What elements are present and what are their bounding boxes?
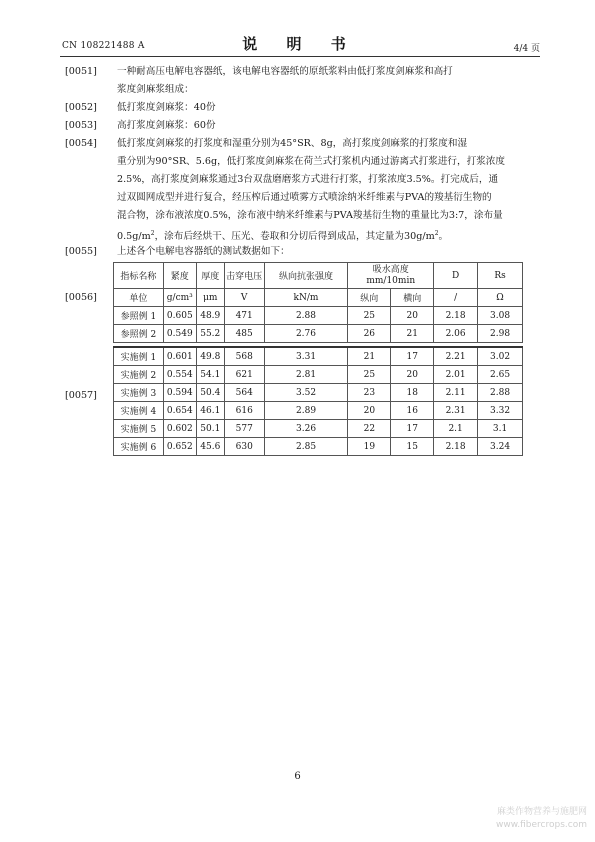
- table-cell: 23: [348, 384, 391, 402]
- paragraph-number: [0055]: [65, 246, 97, 257]
- table-cell: 2.85: [264, 438, 348, 456]
- page-reference: 4/4 页: [513, 44, 540, 54]
- unit-cell: μm: [196, 289, 224, 307]
- table-cell: 577: [224, 420, 264, 438]
- table-cell: 2.98: [478, 325, 523, 343]
- table-cell: 2.76: [264, 325, 348, 343]
- table-cell: 568: [224, 347, 264, 366]
- table-cell: 20: [391, 366, 434, 384]
- table-cell: 0.601: [163, 347, 196, 366]
- table-cell: 0.554: [163, 366, 196, 384]
- paragraph-0055: [65, 243, 535, 261]
- test-data-table-reference: [113, 262, 523, 343]
- table-cell: 49.8: [196, 347, 224, 366]
- table-cell: 15: [391, 438, 434, 456]
- table-row: [114, 384, 523, 402]
- table-cell: 50.4: [196, 384, 224, 402]
- table-cell: 2.06: [434, 325, 478, 343]
- paragraph-line: 一种耐高压电解电容器纸，该电解电容器纸的原纸浆料由低打浆度剑麻浆和高打: [117, 66, 453, 77]
- table-cell: 2.1: [434, 420, 478, 438]
- header-cell: 纵向抗张强度: [264, 263, 348, 289]
- table-row: [114, 325, 523, 343]
- table-cell: 50.1: [196, 420, 224, 438]
- table-row: [114, 420, 523, 438]
- table-cell: 21: [391, 325, 434, 343]
- table-cell: 2.11: [434, 384, 478, 402]
- table-cell: 实施例 6: [114, 438, 164, 456]
- table-cell: 3.08: [478, 307, 523, 325]
- text-run: ，涂布后经烘干、压光、卷取和分切后得到成品，其定量为30g/m: [154, 231, 435, 243]
- table-cell: 实施例 3: [114, 384, 164, 402]
- unit-cell: g/cm³: [163, 289, 196, 307]
- table-cell: 630: [224, 438, 264, 456]
- table-cell: 3.52: [264, 384, 348, 402]
- table-cell: 485: [224, 325, 264, 343]
- table-cell: 46.1: [196, 402, 224, 420]
- table-cell: 2.01: [434, 366, 478, 384]
- table-cell: 0.652: [163, 438, 196, 456]
- table-cell: 实施例 5: [114, 420, 164, 438]
- table-cell: 17: [391, 347, 434, 366]
- paragraph-line: 2.5%，高打浆度剑麻浆通过3台双盘磨磨浆方式进行打浆，打浆浓度3.5%。打完成后，通: [117, 174, 499, 185]
- paragraph-text: 上述各个电解电容器纸的测试数据如下：: [117, 246, 290, 257]
- header-cell: 厚度: [196, 263, 224, 289]
- test-data-table-examples: [113, 346, 523, 456]
- table-cell: 45.6: [196, 438, 224, 456]
- unit-cell: 横向: [391, 289, 434, 307]
- table-cell: 48.9: [196, 307, 224, 325]
- table-cell: 25: [348, 307, 391, 325]
- document-title: 说 明 书: [242, 35, 358, 53]
- table-cell: 0.654: [163, 402, 196, 420]
- table-row: [114, 307, 523, 325]
- table-cell: 17: [391, 420, 434, 438]
- watermark: [496, 806, 587, 832]
- table-cell: 2.21: [434, 347, 478, 366]
- unit-cell: V: [224, 289, 264, 307]
- table-cell: 25: [348, 366, 391, 384]
- table-cell: 实施例 2: [114, 366, 164, 384]
- table-cell: 3.1: [478, 420, 523, 438]
- unit-cell: /: [434, 289, 478, 307]
- header-cell: 紧度: [163, 263, 196, 289]
- table-cell: 2.18: [434, 438, 478, 456]
- table-unit-row: [114, 289, 523, 307]
- paragraph-0052: [65, 99, 535, 117]
- table-header-row: [114, 263, 523, 289]
- paragraph-line: 浆度剑麻浆组成：: [117, 84, 194, 95]
- table-cell: 471: [224, 307, 264, 325]
- table-cell: 18: [391, 384, 434, 402]
- paragraph-number: [0053]: [65, 120, 97, 131]
- unit-cell: kN/m: [264, 289, 348, 307]
- table-cell: 2.89: [264, 402, 348, 420]
- table-cell: 22: [348, 420, 391, 438]
- paragraph-0053: [65, 117, 535, 135]
- table-cell: 2.81: [264, 366, 348, 384]
- header-divider: [60, 56, 540, 57]
- table-cell: 0.602: [163, 420, 196, 438]
- text-run: 。: [438, 231, 449, 243]
- table-cell: 3.02: [478, 347, 523, 366]
- unit-cell: 纵向: [348, 289, 391, 307]
- table-cell: 621: [224, 366, 264, 384]
- header-cell: Rs: [478, 263, 523, 289]
- table-cell: 参照例 1: [114, 307, 164, 325]
- table-cell: 26: [348, 325, 391, 343]
- paragraph-line: 重分别为90°SR、5.6g，低打浆度剑麻浆在荷兰式打浆机内通过游离式打浆进行，打浆浓度: [117, 156, 505, 167]
- table-row: [114, 402, 523, 420]
- page-number: 6: [294, 771, 301, 782]
- table-row: [114, 366, 523, 384]
- paragraph-number: [0054]: [65, 138, 97, 149]
- table-cell: 0.549: [163, 325, 196, 343]
- paragraph-0056-label: [0056]: [65, 292, 97, 303]
- table-cell: 616: [224, 402, 264, 420]
- table-row: [114, 438, 523, 456]
- table-cell: 3.24: [478, 438, 523, 456]
- table-cell: 3.31: [264, 347, 348, 366]
- table-cell: 2.88: [478, 384, 523, 402]
- paragraph-line: 混合物，涂布液浓度0.5%，涂布液中纳米纤维素与PVA羧基衍生物的重量比为3:7，涂布量: [117, 210, 503, 221]
- header-cell: 指标名称: [114, 263, 164, 289]
- paragraph-text: 高打浆度剑麻浆：60份: [117, 120, 216, 131]
- table-cell: 0.594: [163, 384, 196, 402]
- table-cell: 20: [348, 402, 391, 420]
- watermark-url: www.fibercrops.com: [496, 820, 587, 830]
- table-cell: 21: [348, 347, 391, 366]
- table-cell: 0.605: [163, 307, 196, 325]
- page-header: [60, 33, 540, 55]
- table-row: [114, 347, 523, 366]
- paragraph-line-last: $0.5g/m^2$，涂布后经烘干、压光、卷取和分切后得到成品，其定量为$30g/m^2$。: [117, 230, 449, 243]
- paragraph-number: [0052]: [65, 102, 97, 113]
- header-cell: 击穿电压: [224, 263, 264, 289]
- table-cell: 2.31: [434, 402, 478, 420]
- text-run: 0.5g/m: [117, 231, 151, 243]
- paragraph-0051: [65, 63, 535, 99]
- header-cell: D: [434, 263, 478, 289]
- table-cell: 3.26: [264, 420, 348, 438]
- table-cell: 20: [391, 307, 434, 325]
- header-cell: 吸水高度 mm/10min: [348, 263, 434, 289]
- paragraph-line: 过双圆网成型并进行复合，经压榨后通过喷雾方式喷涂纳米纤维素与PVA的羧基衍生物的: [117, 192, 492, 203]
- table-cell: 实施例 1: [114, 347, 164, 366]
- paragraph-number: [0051]: [65, 66, 97, 77]
- table-cell: 2.18: [434, 307, 478, 325]
- table-cell: 54.1: [196, 366, 224, 384]
- table-cell: 2.88: [264, 307, 348, 325]
- table-cell: 3.32: [478, 402, 523, 420]
- unit-cell: Ω: [478, 289, 523, 307]
- table-cell: 16: [391, 402, 434, 420]
- paragraph-line: 低打浆度剑麻浆的打浆度和湿重分别为45°SR、8g，高打浆度剑麻浆的打浆度和湿: [117, 138, 468, 149]
- paragraph-0054: [65, 135, 535, 246]
- table-cell: 参照例 2: [114, 325, 164, 343]
- unit-cell: 单位: [114, 289, 164, 307]
- table-cell: 19: [348, 438, 391, 456]
- watermark-site-name: 麻类作物营养与施肥网: [496, 807, 587, 817]
- patent-number: CN 108221488 A: [62, 41, 145, 51]
- paragraph-text: 低打浆度剑麻浆：40份: [117, 102, 216, 113]
- paragraph-0057-label: [0057]: [65, 390, 97, 401]
- table-cell: 55.2: [196, 325, 224, 343]
- table-cell: 2.65: [478, 366, 523, 384]
- table-cell: 实施例 4: [114, 402, 164, 420]
- table-cell: 564: [224, 384, 264, 402]
